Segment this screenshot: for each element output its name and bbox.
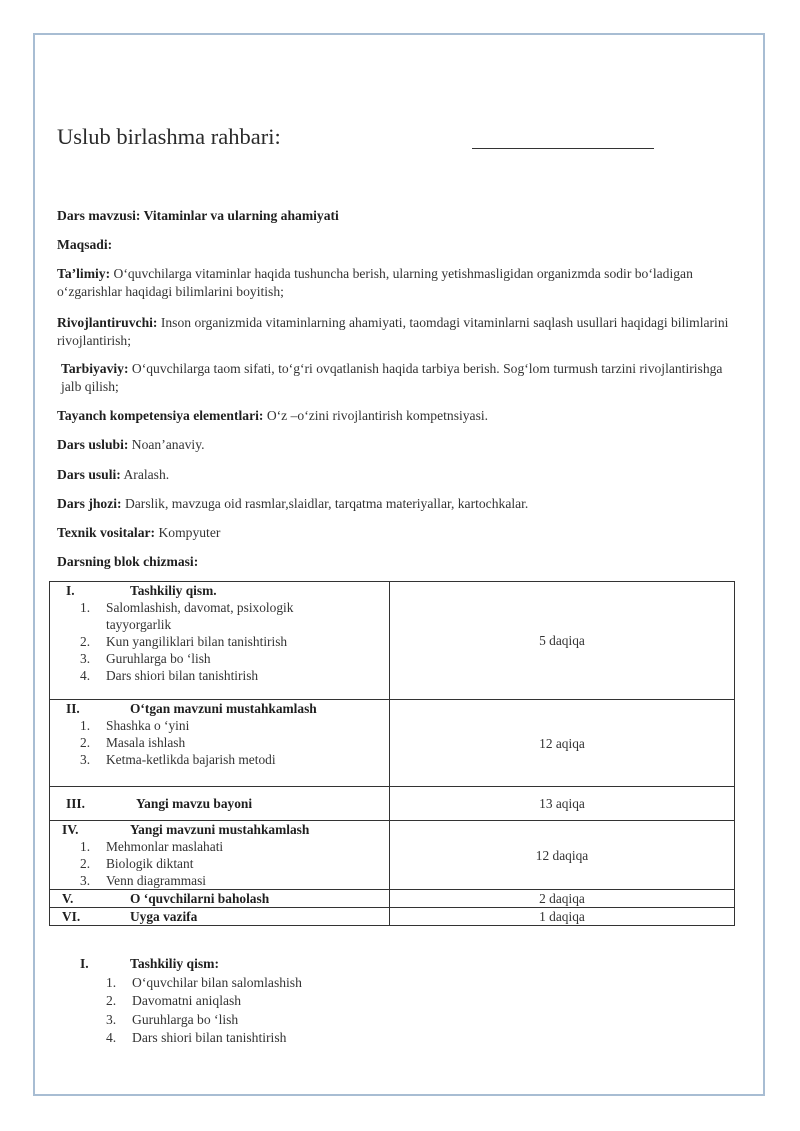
item-text: O‘quvchilar bilan salomlashish — [132, 974, 302, 990]
list-item — [80, 992, 432, 1011]
section-title: Tashkiliy qism: — [130, 956, 220, 971]
item-text: Biologik diktant — [106, 856, 194, 871]
stage-cell — [50, 890, 390, 908]
line-label: Texnik vositalar: — [57, 525, 156, 540]
lesson-equipment — [57, 495, 737, 513]
list-item — [80, 1029, 432, 1048]
list-item — [50, 717, 389, 734]
line-label: Ta’limiy: — [57, 266, 111, 281]
line-label: Dars usuli: — [57, 467, 121, 482]
item-number: 3. — [80, 651, 91, 666]
list-item — [50, 872, 389, 889]
line-text: Noan’anaviy. — [128, 437, 205, 452]
line-text: O‘quvchilarga taom sifati, to‘g‘ri ovqatlanish haqida tarbiya berish. Sog‘lom turmush tarzini rivojlantirishga jalb qilish; — [61, 361, 723, 394]
signature-line — [472, 148, 654, 149]
stage-title: Yangi mavzu bayoni — [136, 796, 253, 811]
stage-heading — [50, 700, 389, 717]
item-number: 3. — [80, 873, 91, 888]
stage-duration: 12 daqiqa — [390, 821, 735, 890]
line-text: O‘z –o‘zini rivojlantirish kompetnsiyasi. — [263, 408, 489, 423]
item-text: Kun yangiliklari bilan tanishtirish — [106, 634, 288, 649]
item-number: 2. — [80, 634, 91, 649]
item-text: Guruhlarga bo ‘lish — [132, 1011, 239, 1027]
stage-heading — [50, 582, 389, 599]
table-row — [50, 821, 735, 890]
stage-cell — [50, 821, 390, 890]
stage-heading — [50, 795, 389, 812]
stage-number: IV. — [62, 822, 79, 837]
stage-duration: 1 daqiqa — [390, 908, 735, 926]
stage-duration: 5 daqiqa — [390, 582, 735, 700]
item-text: Davomatni aniqlash — [132, 993, 242, 1008]
technical-means — [57, 524, 737, 542]
line-text: Aralash. — [120, 467, 170, 482]
stage-heading — [50, 821, 389, 838]
section-heading — [80, 955, 432, 974]
stage-title: Tashkiliy qism. — [130, 583, 217, 598]
table-row — [50, 908, 735, 926]
list-item — [50, 838, 389, 855]
stage-number: I. — [66, 583, 75, 598]
page-title: Uslub birlashma rahbari: — [57, 124, 281, 149]
item-text: Mehmonlar maslahati — [106, 839, 224, 854]
list-item — [50, 633, 389, 650]
stage-cell — [50, 700, 390, 787]
item-number: 4. — [106, 1030, 117, 1045]
line-label: Tayanch kompetensiya elementlari: — [57, 408, 264, 423]
item-number: 2. — [80, 735, 91, 750]
list-item — [80, 1011, 432, 1030]
stage-heading — [50, 890, 389, 907]
stage-cell — [50, 908, 390, 926]
stage-duration: 13 aqiqa — [390, 787, 735, 821]
lesson-topic — [57, 207, 737, 225]
line-label: Rivojlantiruvchi: — [57, 315, 158, 330]
stage-title: O‘tgan mavzuni mustahkamlash — [130, 701, 317, 716]
item-text: Venn diagrammasi — [106, 873, 207, 888]
table-row — [50, 890, 735, 908]
line-label: Dars mavzusi: Vitaminlar va ularning ahamiyati — [57, 208, 339, 223]
line-label: Dars uslubi: — [57, 437, 129, 452]
organizational-part-list — [80, 955, 432, 1048]
item-text: Dars shiori bilan tanishtirish — [106, 668, 259, 683]
item-number: 2. — [106, 993, 117, 1008]
stage-cell — [50, 582, 390, 700]
lesson-plan-table — [49, 581, 735, 926]
developmental-goal — [57, 314, 737, 350]
line-label: Tarbiyaviy: — [61, 361, 129, 376]
stage-title: Uyga vazifa — [130, 909, 198, 924]
item-number: 1. — [80, 839, 91, 854]
item-text: Shashka o ‘yini — [106, 718, 190, 733]
list-item — [50, 855, 389, 872]
item-number: 1. — [80, 600, 91, 615]
stage-number: V. — [62, 891, 74, 906]
item-number: 1. — [80, 718, 91, 733]
item-number: 4. — [80, 668, 91, 683]
educational-goal — [57, 265, 737, 301]
upbringing-goal — [61, 360, 741, 396]
item-text: Salomlashish, davomat, psixologik tayyorgarlik — [106, 600, 294, 632]
table-row — [50, 787, 735, 821]
item-number: 1. — [106, 974, 117, 990]
line-text: Darslik, mavzuga oid rasmlar,slaidlar, tarqatma materiyallar, kartochkalar. — [121, 496, 529, 511]
list-item — [50, 734, 389, 751]
list-item — [50, 751, 389, 768]
stage-title: Yangi mavzuni mustahkamlash — [130, 822, 310, 837]
section-number: I. — [80, 956, 89, 971]
goals-label — [57, 236, 737, 254]
lesson-method — [57, 466, 737, 484]
line-text: O‘quvchilarga vitaminlar haqida tushuncha berish, ularning yetishmasligidan organizmda sodir bo‘ladigan o‘zgarishlar haqidagi bilimlarini boyitish; — [57, 266, 693, 299]
line-text: Kompyuter — [155, 525, 221, 540]
line-label: Maqsadi: — [57, 237, 113, 252]
lesson-style — [57, 436, 737, 454]
item-number: 2. — [80, 856, 91, 871]
stage-number: VI. — [62, 909, 81, 924]
table-row — [50, 582, 735, 700]
stage-number: II. — [66, 701, 80, 716]
list-item — [80, 974, 432, 993]
item-text: Guruhlarga bo ‘lish — [106, 651, 211, 666]
line-label: Dars jhozi: — [57, 496, 122, 511]
stage-number: III. — [66, 796, 85, 811]
item-text: Ketma-ketlikda bajarish metodi — [106, 752, 276, 767]
stage-title: O ‘quvchilarni baholash — [130, 891, 270, 906]
item-number: 3. — [106, 1011, 117, 1027]
stage-heading — [50, 908, 389, 925]
item-text: Masala ishlash — [106, 735, 186, 750]
line-text: Inson organizmida vitaminlarning ahamiyati, taomdagi vitaminlarni saqlash usullari haqidagi bilimlarini rivojlantirish; — [57, 315, 729, 348]
item-text: Dars shiori bilan tanishtirish — [132, 1030, 287, 1045]
block-diagram-label — [57, 553, 737, 571]
stage-duration: 12 aqiqa — [390, 700, 735, 787]
item-number: 3. — [80, 752, 91, 767]
table-row — [50, 700, 735, 787]
stage-duration: 2 daqiqa — [390, 890, 735, 908]
list-item — [50, 599, 389, 633]
stage-cell — [50, 787, 390, 821]
line-label: Darsning blok chizmasi: — [57, 554, 199, 569]
list-item — [50, 667, 389, 684]
competence-elements — [57, 407, 737, 425]
list-item — [50, 650, 389, 667]
